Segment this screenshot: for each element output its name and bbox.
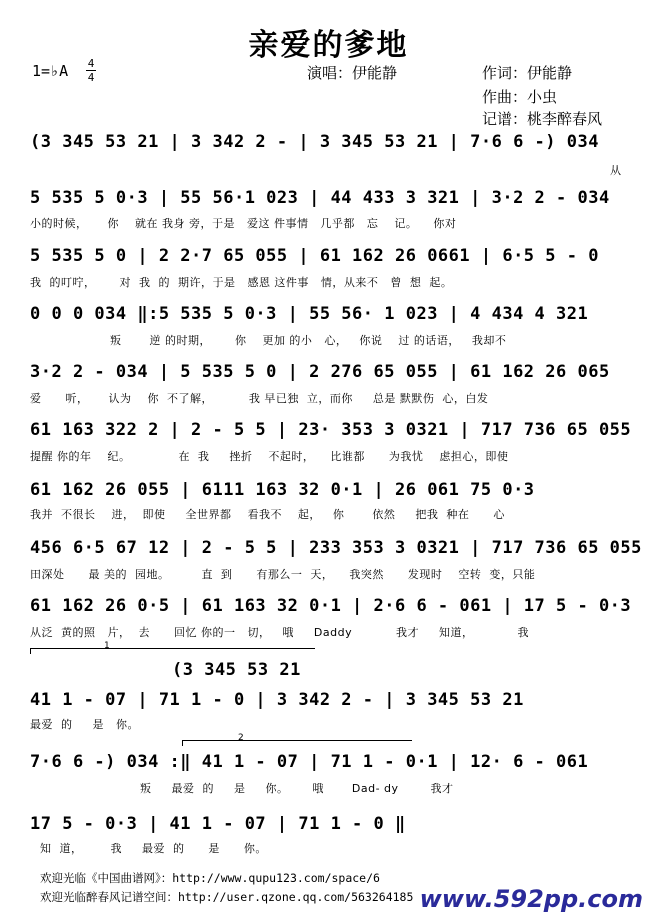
lyrics-line-2: 小的时候， 你 就在 我身 旁，于是 爱这 件事情 几乎都 忘 记。 你对 — [30, 217, 457, 230]
lyrics-line-5: 爱 听， 认为 你 不了解， 我 早已独 立，而你 总是 默默伤 心，白发 — [30, 392, 489, 405]
footer-link-2: 欢迎光临醉春风记谱空间：http://user.qzone.qq.com/563264185 — [40, 890, 414, 904]
volta-2-bracket — [182, 740, 412, 741]
site-watermark: www.592pp.com — [419, 885, 643, 913]
volta-1-label: 1 — [104, 641, 110, 651]
notation-line-3: 5 535 5 0 | 2 2·7 65 055 | 61 162 26 0661 | 6·5 5 - 0 — [30, 246, 599, 266]
lyrics-line-6: 提醒 你的年 纪。 在 我 挫折 不起时， 比谁都 为我忧 虑担心，即使 — [30, 450, 509, 463]
lyrics-line-9: 从泛 黄的照 片， 去 回忆 你的一 切， 哦 Daddy 我才 知道， 我 — [30, 626, 530, 639]
meter-bottom: 4 — [87, 71, 95, 84]
notation-line-13: 17 5 - 0·3 | 41 1 - 07 | 71 1 - 0 ‖ — [30, 814, 406, 834]
lyrics-line-8: 田深处 最 美的 园地。 直 到 有那么一 天， 我突然 发现时 空转 变，只能 — [30, 568, 536, 581]
notation-line-12: 7·6 6 -) 034 :‖ 41 1 - 07 | 71 1 - 0·1 | 12· 6 - 061 — [30, 752, 589, 772]
composer-credit: 作曲：小虫 — [482, 88, 558, 106]
time-signature — [86, 58, 96, 83]
lyrics-line-11: 最爱 的 是 你。 — [30, 718, 139, 731]
transcriber-credit: 记谱：桃李醉春风 — [482, 110, 603, 128]
lyrics-line-12: 叛 最爱 的 是 你。 哦 Dad- dy 我才 — [140, 782, 454, 795]
lyrics-line-3: 我 的叮咛， 对 我 的 期许，于是 感恩 这件事 情，从来不 曾 想 起。 — [30, 276, 453, 289]
volta-1-bracket — [30, 648, 315, 649]
notation-line-8: 456 6·5 67 12 | 2 - 5 5 | 233 353 3 0321 | 717 736 65 055 — [30, 538, 642, 558]
lyrics-line-4: 叛 逆 的时期， 你 更加 的小 心， 你说 过 的话语， 我却不 — [110, 334, 507, 347]
notation-line-1: (3 345 53 21 | 3 342 2 - | 3 345 53 21 | 7·6 6 -) 034 — [30, 132, 599, 152]
lyricist-credit: 作词：伊能静 — [482, 64, 573, 82]
meter-top: 4 — [87, 57, 95, 70]
key-signature: 1=♭A — [32, 62, 69, 80]
notation-line-10: (3 345 53 21 — [172, 660, 301, 680]
notation-line-4: 0 0 0 034 ‖:5 535 5 0·3 | 55 56· 1 023 | 4 434 4 321 — [30, 304, 589, 324]
lyrics-line-13: 知 道， 我 最爱 的 是 你。 — [40, 842, 267, 855]
singer-credit: 演唱：伊能静 — [307, 64, 398, 82]
notation-line-11: 41 1 - 07 | 71 1 - 0 | 3 342 2 - | 3 345 53 21 — [30, 690, 524, 710]
footer-link-1: 欢迎光临《中国曲谱网》：http://www.qupu123.com/space/6 — [40, 871, 380, 885]
notation-line-7: 61 162 26 055 | 6111 163 32 0·1 | 26 061 75 0·3 — [30, 480, 535, 500]
lyrics-line-1: 从 — [610, 164, 622, 177]
notation-line-2: 5 535 5 0·3 | 55 56·1 023 | 44 433 3 321 | 3·2 2 - 034 — [30, 188, 610, 208]
song-title: 亲爱的爹地 — [248, 28, 409, 63]
volta-2-label: 2 — [238, 733, 244, 743]
lyrics-line-7: 我并 不很长 进， 即使 全世界都 看我不 起， 你 依然 把我 种在 心 — [30, 508, 505, 521]
notation-line-9: 61 162 26 0·5 | 61 163 32 0·1 | 2·6 6 - 061 | 17 5 - 0·3 — [30, 596, 632, 616]
notation-line-6: 61 163 322 2 | 2 - 5 5 | 23· 353 3 0321 | 717 736 65 055 — [30, 420, 632, 440]
notation-line-5: 3·2 2 - 034 | 5 535 5 0 | 2 276 65 055 | 61 162 26 065 — [30, 362, 610, 382]
